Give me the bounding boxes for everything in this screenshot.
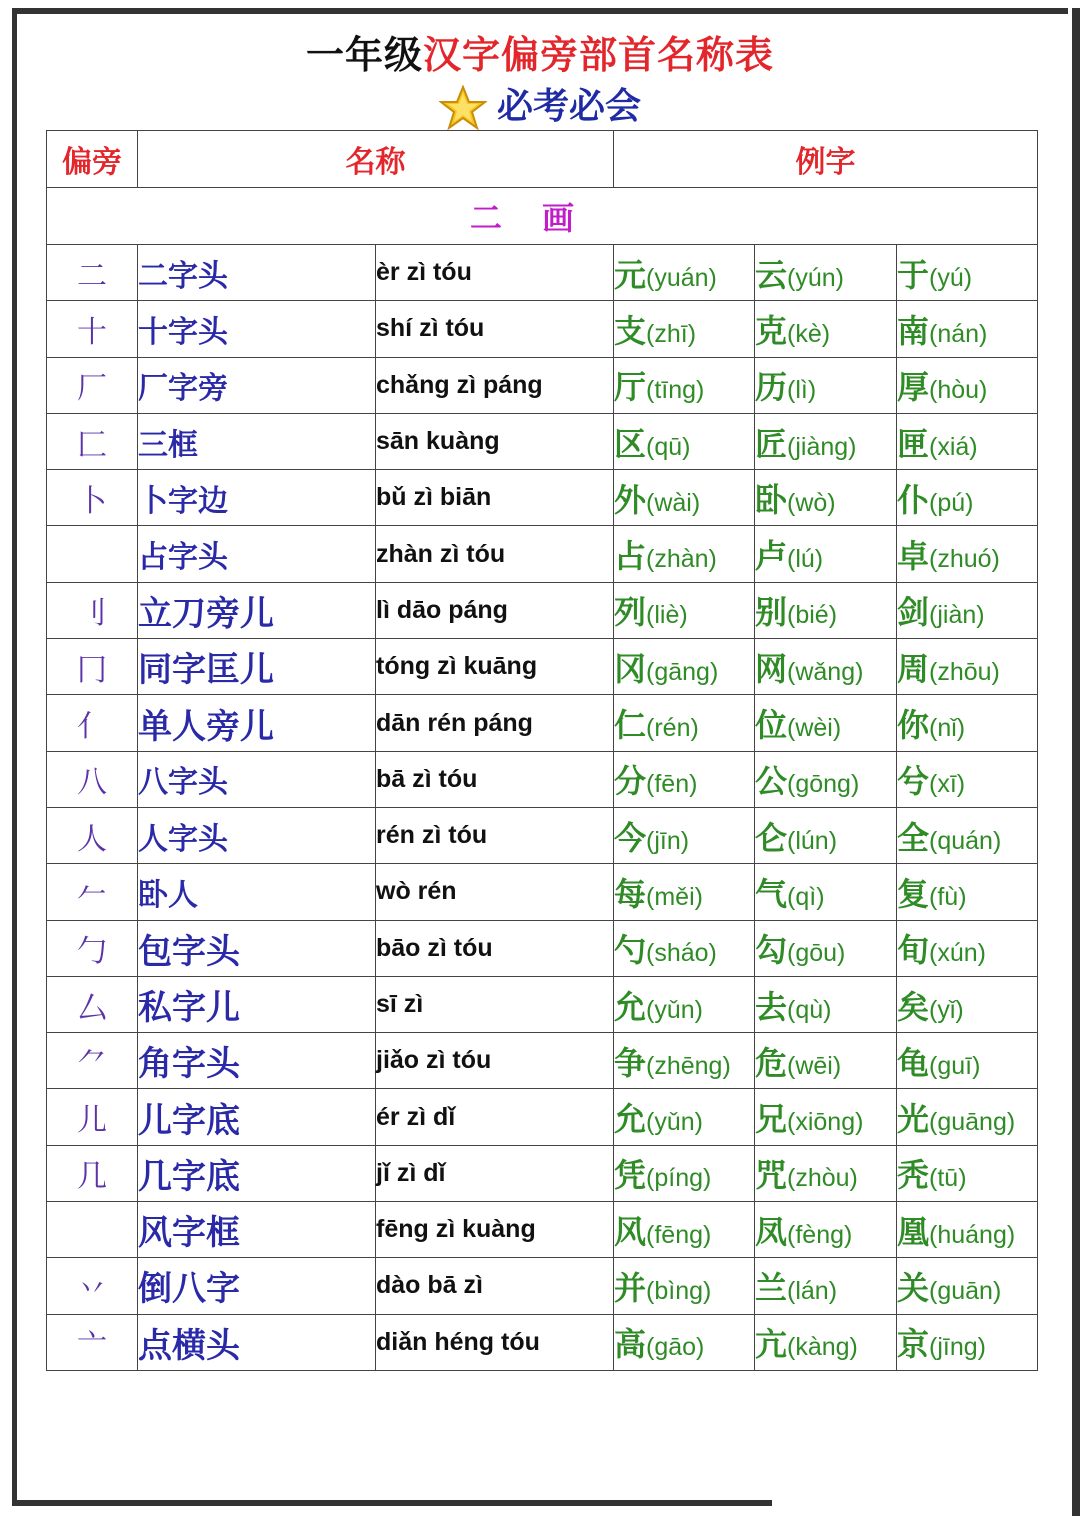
- example-pinyin: (qì): [787, 882, 825, 911]
- example-cell: [614, 413, 755, 469]
- example-pinyin: (xiōng): [787, 1108, 864, 1137]
- example-cell: [614, 639, 755, 695]
- radical-cell: 十: [47, 301, 138, 357]
- radical-pinyin-cell: chǎng zì páng: [376, 357, 614, 413]
- example-character: 复: [897, 874, 930, 913]
- radical-pinyin-cell: shí zì tóu: [376, 301, 614, 357]
- example-pinyin: (pú): [929, 488, 974, 517]
- example-character: 并: [614, 1268, 647, 1307]
- radical-pinyin-cell: dān rén páng: [376, 695, 614, 751]
- table-row: [47, 1145, 1038, 1201]
- radical-name-cell: 卜字边: [138, 470, 376, 526]
- radical-cell: ⺈: [47, 1033, 138, 1089]
- table-row: [47, 920, 1038, 976]
- radical-pinyin-cell: bā zì tóu: [376, 751, 614, 807]
- example-pinyin: (xiá): [929, 432, 978, 461]
- example-character: 全: [897, 818, 930, 857]
- example-character: 卓: [897, 537, 930, 576]
- example-pinyin: (wài): [646, 488, 701, 517]
- example-cell: [897, 1314, 1038, 1370]
- example-pinyin: (jīn): [646, 826, 690, 855]
- example-cell: [897, 301, 1038, 357]
- example-cell: [755, 976, 897, 1032]
- example-pinyin: (xī): [929, 770, 966, 799]
- example-pinyin: (tīng): [646, 376, 705, 405]
- table-row: [47, 357, 1038, 413]
- example-cell: [614, 807, 755, 863]
- table-row: [47, 807, 1038, 863]
- radical-name-cell: 八字头: [138, 751, 376, 807]
- radical-cell: 几: [47, 1145, 138, 1201]
- table-row: [47, 1033, 1038, 1089]
- example-cell: [755, 301, 897, 357]
- radical-pinyin-cell: zhàn zì tóu: [376, 526, 614, 582]
- example-pinyin: (jīng): [929, 1333, 986, 1362]
- example-pinyin: (quán): [929, 826, 1002, 855]
- example-character: 允: [614, 987, 647, 1026]
- radical-name-cell: 厂字旁: [138, 357, 376, 413]
- example-pinyin: (qū): [646, 432, 691, 461]
- example-cell: [614, 1089, 755, 1145]
- page-subtitle: [0, 78, 1080, 131]
- example-cell: [755, 1033, 897, 1089]
- example-pinyin: (gāo): [646, 1333, 705, 1362]
- example-cell: [614, 470, 755, 526]
- radical-name-cell: 卧人: [138, 864, 376, 920]
- example-pinyin: (zhuó): [929, 545, 1000, 574]
- example-pinyin: (yú): [929, 263, 973, 292]
- radical-pinyin-cell: sī zì: [376, 976, 614, 1032]
- radical-name-cell: 三框: [138, 413, 376, 469]
- example-character: 兄: [755, 1100, 788, 1139]
- example-character: 匠: [755, 424, 788, 463]
- example-cell: [614, 751, 755, 807]
- example-cell: [897, 1145, 1038, 1201]
- radical-name-cell: 二字头: [138, 245, 376, 301]
- example-pinyin: (tū): [929, 1164, 967, 1193]
- example-pinyin: (yǔn): [646, 1108, 703, 1137]
- example-character: 匣: [897, 424, 930, 463]
- radical-table: [46, 130, 1038, 1371]
- radical-cell: 匚: [47, 413, 138, 469]
- example-character: 凤: [755, 1212, 788, 1251]
- example-cell: [755, 470, 897, 526]
- example-pinyin: (gōng): [787, 770, 860, 799]
- example-character: 允: [614, 1100, 647, 1139]
- example-cell: [897, 751, 1038, 807]
- example-pinyin: (yǐ): [929, 995, 964, 1024]
- table-row: [47, 864, 1038, 920]
- table-row: [47, 413, 1038, 469]
- example-character: 每: [614, 874, 647, 913]
- example-cell: [897, 582, 1038, 638]
- radical-cell: 亻: [47, 695, 138, 751]
- radical-cell: 亠: [47, 1314, 138, 1370]
- example-cell: [755, 1258, 897, 1314]
- example-character: 南: [897, 311, 930, 350]
- example-character: 勾: [755, 931, 788, 970]
- example-character: 克: [755, 311, 788, 350]
- example-character: 勺: [614, 931, 647, 970]
- example-character: 位: [755, 706, 788, 745]
- example-pinyin: (lán): [787, 1276, 838, 1305]
- example-pinyin: (liè): [646, 601, 688, 630]
- radical-pinyin-cell: ér zì dǐ: [376, 1089, 614, 1145]
- radical-name-cell: 儿字底: [138, 1089, 376, 1145]
- radical-cell: 儿: [47, 1089, 138, 1145]
- example-character: 你: [897, 706, 930, 745]
- example-pinyin: (yuán): [646, 263, 717, 292]
- example-character: 区: [614, 424, 647, 463]
- radical-cell: 八: [47, 751, 138, 807]
- radical-pinyin-cell: diǎn héng tóu: [376, 1314, 614, 1370]
- example-cell: [755, 1089, 897, 1145]
- radical-cell: 刂: [47, 582, 138, 638]
- example-character: 龟: [897, 1043, 930, 1082]
- frame-top-border: [12, 8, 1068, 14]
- example-character: 咒: [755, 1156, 788, 1195]
- title-main: 汉字偏旁部首名称表: [423, 33, 775, 77]
- example-cell: [897, 864, 1038, 920]
- example-cell: [755, 807, 897, 863]
- radical-name-cell: 占字头: [138, 526, 376, 582]
- example-pinyin: (kè): [787, 319, 831, 348]
- table-row: [47, 582, 1038, 638]
- example-character: 剑: [897, 593, 930, 632]
- example-pinyin: (zhàn): [646, 545, 717, 574]
- example-cell: [614, 864, 755, 920]
- example-character: 亢: [755, 1325, 788, 1364]
- radical-cell: 厶: [47, 976, 138, 1032]
- radical-pinyin-cell: fēng zì kuàng: [376, 1202, 614, 1258]
- example-pinyin: (nán): [929, 319, 988, 348]
- table-row: [47, 695, 1038, 751]
- example-cell: [897, 413, 1038, 469]
- radical-cell: [47, 526, 138, 582]
- example-cell: [897, 639, 1038, 695]
- radical-name-cell: 十字头: [138, 301, 376, 357]
- example-character: 仆: [897, 480, 930, 519]
- example-cell: [755, 695, 897, 751]
- example-pinyin: (bié): [787, 601, 838, 630]
- table-row: [47, 751, 1038, 807]
- example-character: 云: [755, 255, 788, 294]
- radical-pinyin-cell: wò rén: [376, 864, 614, 920]
- example-pinyin: (fù): [929, 882, 967, 911]
- example-character: 历: [755, 368, 788, 407]
- example-cell: [614, 1258, 755, 1314]
- example-pinyin: (gāng): [646, 657, 719, 686]
- example-pinyin: (yǔn): [646, 995, 703, 1024]
- example-pinyin: (zhòu): [787, 1164, 858, 1193]
- example-character: 仑: [755, 818, 788, 857]
- radical-pinyin-cell: èr zì tóu: [376, 245, 614, 301]
- example-pinyin: (nǐ): [929, 714, 966, 743]
- example-character: 仁: [614, 706, 647, 745]
- radical-cell: 卜: [47, 470, 138, 526]
- radical-cell: 厂: [47, 357, 138, 413]
- table-row: [47, 639, 1038, 695]
- example-pinyin: (fēn): [646, 770, 698, 799]
- example-cell: [897, 1089, 1038, 1145]
- example-cell: [897, 245, 1038, 301]
- radical-name-cell: 单人旁儿: [138, 695, 376, 751]
- example-cell: [897, 526, 1038, 582]
- table-row: [47, 1202, 1038, 1258]
- example-cell: [755, 864, 897, 920]
- example-pinyin: (bìng): [646, 1276, 712, 1305]
- example-pinyin: (huáng): [929, 1220, 1016, 1249]
- radical-name-cell: 风字框: [138, 1202, 376, 1258]
- example-cell: [614, 1033, 755, 1089]
- star-icon: [439, 85, 487, 131]
- example-cell: [614, 976, 755, 1032]
- table-row: [47, 245, 1038, 301]
- radical-name-cell: 私字儿: [138, 976, 376, 1032]
- example-pinyin: (hòu): [929, 376, 988, 405]
- example-pinyin: (kàng): [787, 1333, 858, 1362]
- radical-pinyin-cell: jǐ zì dǐ: [376, 1145, 614, 1201]
- example-cell: [755, 582, 897, 638]
- radical-pinyin-cell: lì dāo páng: [376, 582, 614, 638]
- example-cell: [897, 920, 1038, 976]
- example-character: 矣: [897, 987, 930, 1026]
- example-cell: [755, 526, 897, 582]
- example-pinyin: (qù): [787, 995, 832, 1024]
- example-pinyin: (guān): [929, 1276, 1002, 1305]
- example-cell: [897, 807, 1038, 863]
- header-examples: 例字: [614, 131, 1038, 188]
- example-character: 冈: [614, 649, 647, 688]
- example-pinyin: (jiàn): [929, 601, 985, 630]
- header-name: 名称: [138, 131, 614, 188]
- example-pinyin: (wǎng): [787, 657, 864, 686]
- example-cell: [755, 1202, 897, 1258]
- example-character: 列: [614, 593, 647, 632]
- example-character: 高: [614, 1325, 647, 1364]
- example-cell: [897, 1202, 1038, 1258]
- radical-pinyin-cell: dào bā zì: [376, 1258, 614, 1314]
- example-character: 兮: [897, 762, 930, 801]
- radical-name-cell: 立刀旁儿: [138, 582, 376, 638]
- example-pinyin: (yún): [787, 263, 844, 292]
- example-character: 危: [755, 1043, 788, 1082]
- example-character: 卢: [755, 537, 788, 576]
- example-cell: [755, 357, 897, 413]
- example-character: 去: [755, 987, 788, 1026]
- example-pinyin: (fèng): [787, 1220, 853, 1249]
- table-row: [47, 1089, 1038, 1145]
- table-row: [47, 1258, 1038, 1314]
- radical-cell: 𠂉: [47, 864, 138, 920]
- frame-right-border: [1072, 8, 1080, 1516]
- example-character: 光: [897, 1100, 930, 1139]
- radical-pinyin-cell: tóng zì kuāng: [376, 639, 614, 695]
- example-character: 卧: [755, 480, 788, 519]
- example-cell: [897, 1258, 1038, 1314]
- example-pinyin: (wò): [787, 488, 836, 517]
- example-cell: [897, 695, 1038, 751]
- radical-cell: [47, 1202, 138, 1258]
- example-character: 兰: [755, 1268, 788, 1307]
- example-cell: [755, 1314, 897, 1370]
- radical-name-cell: 倒八字: [138, 1258, 376, 1314]
- example-cell: [897, 470, 1038, 526]
- example-cell: [614, 1145, 755, 1201]
- example-pinyin: (jiàng): [787, 432, 857, 461]
- example-character: 今: [614, 818, 647, 857]
- example-pinyin: (lún): [787, 826, 838, 855]
- radical-pinyin-cell: bāo zì tóu: [376, 920, 614, 976]
- example-character: 元: [614, 255, 647, 294]
- radical-name-cell: 点横头: [138, 1314, 376, 1370]
- table-row: [47, 1314, 1038, 1370]
- example-cell: [614, 357, 755, 413]
- example-character: 支: [614, 311, 647, 350]
- example-pinyin: (píng): [646, 1164, 712, 1193]
- example-cell: [755, 639, 897, 695]
- example-pinyin: (zhēng): [646, 1051, 731, 1080]
- example-character: 别: [755, 593, 788, 632]
- frame-left-border: [12, 8, 17, 1506]
- radical-name-cell: 角字头: [138, 1033, 376, 1089]
- example-character: 关: [897, 1268, 930, 1307]
- example-cell: [614, 1202, 755, 1258]
- radical-pinyin-cell: bǔ zì biān: [376, 470, 614, 526]
- example-pinyin: (zhōu): [929, 657, 1000, 686]
- example-character: 厅: [614, 368, 647, 407]
- example-character: 厚: [897, 368, 930, 407]
- title-grade: 一年级: [305, 33, 423, 77]
- example-cell: [755, 245, 897, 301]
- example-character: 网: [755, 649, 788, 688]
- example-cell: [755, 1145, 897, 1201]
- example-character: 占: [614, 537, 647, 576]
- example-cell: [614, 301, 755, 357]
- example-cell: [614, 526, 755, 582]
- example-pinyin: (wèi): [787, 714, 842, 743]
- radical-pinyin-cell: sān kuàng: [376, 413, 614, 469]
- example-cell: [614, 920, 755, 976]
- radical-name-cell: 人字头: [138, 807, 376, 863]
- example-pinyin: (lú): [787, 545, 824, 574]
- example-pinyin: (guāng): [929, 1108, 1016, 1137]
- example-character: 公: [755, 762, 788, 801]
- example-pinyin: (lì): [787, 376, 817, 405]
- table-row: [47, 470, 1038, 526]
- example-cell: [614, 582, 755, 638]
- example-pinyin: (měi): [646, 882, 703, 911]
- example-pinyin: (fēng): [646, 1220, 712, 1249]
- radical-name-cell: 包字头: [138, 920, 376, 976]
- example-pinyin: (xún): [929, 939, 986, 968]
- example-character: 于: [897, 255, 930, 294]
- example-cell: [614, 245, 755, 301]
- page-title: [0, 24, 1080, 79]
- radical-pinyin-cell: rén zì tóu: [376, 807, 614, 863]
- example-pinyin: (sháo): [646, 939, 717, 968]
- example-character: 争: [614, 1043, 647, 1082]
- radical-pinyin-cell: jiǎo zì tóu: [376, 1033, 614, 1089]
- radical-cell: 丷: [47, 1258, 138, 1314]
- radical-name-cell: 同字匡儿: [138, 639, 376, 695]
- example-character: 京: [897, 1325, 930, 1364]
- example-cell: [614, 695, 755, 751]
- table-row: [47, 976, 1038, 1032]
- subtitle-text: 必考必会: [496, 86, 641, 127]
- section-header: 二画: [47, 188, 1038, 245]
- example-character: 气: [755, 874, 788, 913]
- example-character: 分: [614, 762, 647, 801]
- example-pinyin: (wēi): [787, 1051, 842, 1080]
- example-cell: [897, 357, 1038, 413]
- example-pinyin: (guī): [929, 1051, 981, 1080]
- example-pinyin: (rén): [646, 714, 699, 743]
- example-cell: [755, 413, 897, 469]
- example-character: 外: [614, 480, 647, 519]
- example-character: 周: [897, 649, 930, 688]
- example-cell: [614, 1314, 755, 1370]
- radical-name-cell: 几字底: [138, 1145, 376, 1201]
- example-character: 旬: [897, 931, 930, 970]
- example-character: 凭: [614, 1156, 647, 1195]
- table-row: [47, 301, 1038, 357]
- example-character: 凰: [897, 1212, 930, 1251]
- example-cell: [897, 976, 1038, 1032]
- example-cell: [755, 920, 897, 976]
- frame-bottom-border: [12, 1500, 772, 1506]
- example-pinyin: (zhī): [646, 319, 697, 348]
- example-character: 风: [614, 1212, 647, 1251]
- table-row: [47, 526, 1038, 582]
- example-character: 秃: [897, 1156, 930, 1195]
- example-pinyin: (gōu): [787, 939, 846, 968]
- radical-cell: 人: [47, 807, 138, 863]
- radical-cell: 二: [47, 245, 138, 301]
- example-cell: [755, 751, 897, 807]
- radical-cell: 勹: [47, 920, 138, 976]
- example-cell: [897, 1033, 1038, 1089]
- radical-cell: 冂: [47, 639, 138, 695]
- header-radical: 偏旁: [47, 131, 138, 188]
